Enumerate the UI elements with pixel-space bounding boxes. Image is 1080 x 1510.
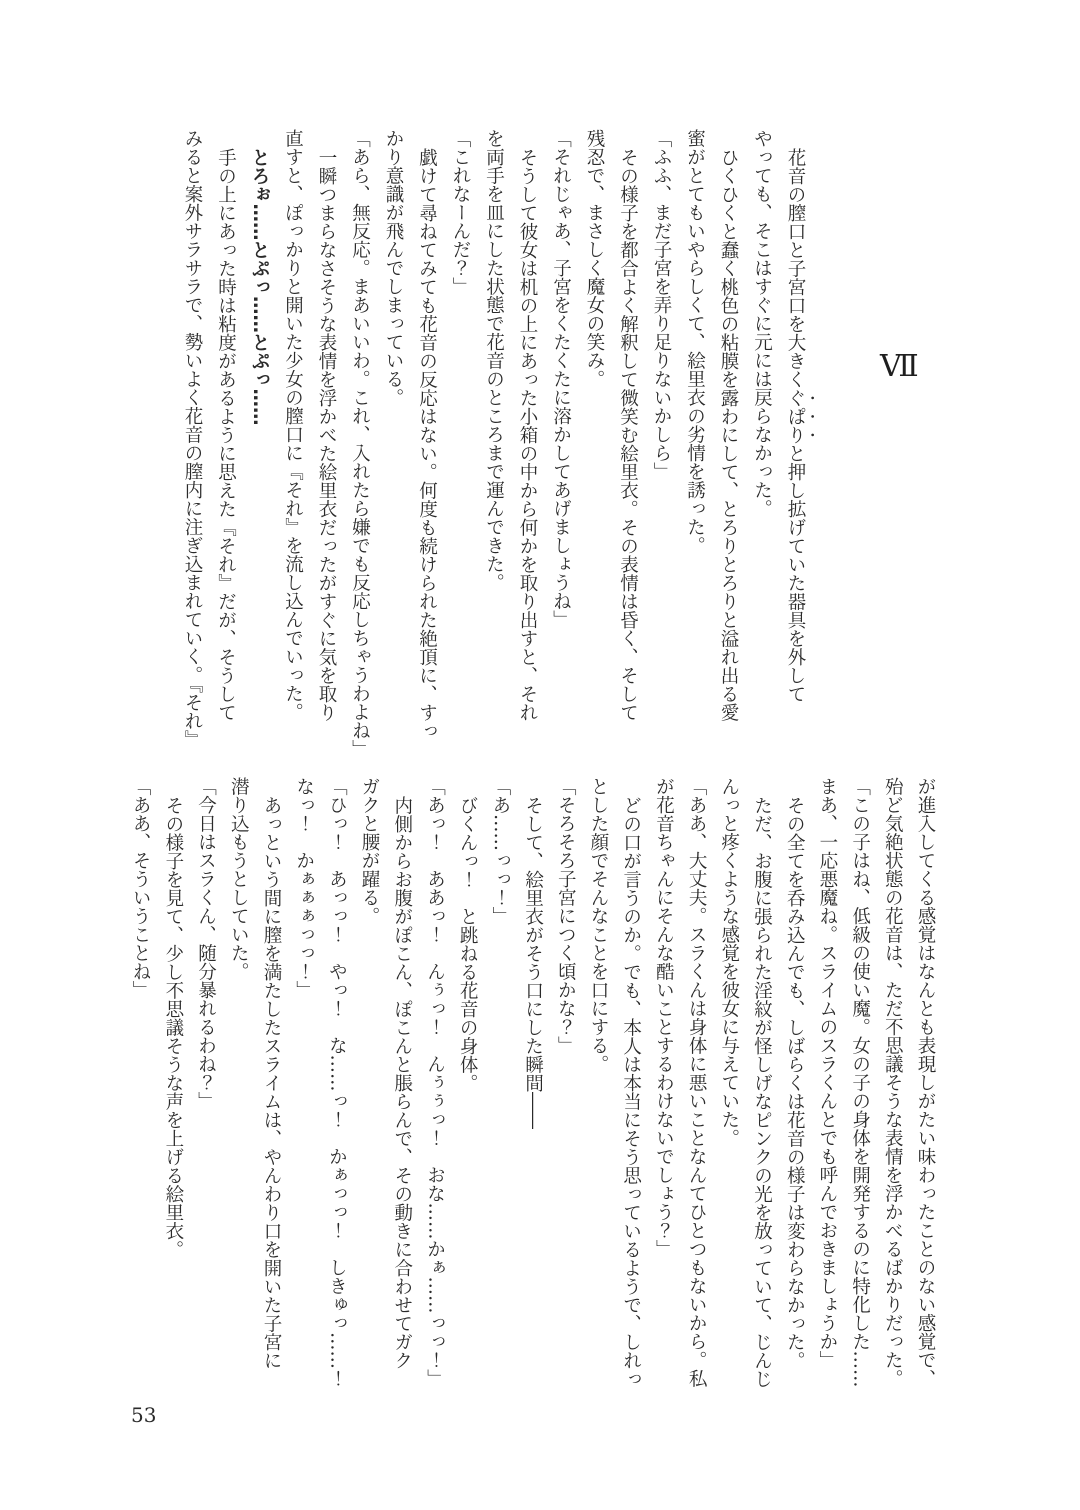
- text-column: 「この子はね、低級の使い魔。女の子の身体を開発するのに特化した……: [849, 777, 871, 1388]
- text-column: 「そろそろ子宮につく頃かな？」: [555, 777, 577, 1055]
- text-column: 戯けて尋ねてみても花音の反応はない。何度も続けられた絶頂に、すっ: [416, 147, 438, 740]
- text-column: あっという間に膣を満たしたスライムは、やんわり口を開いた子宮に: [260, 795, 282, 1369]
- text-column: 内側からお腹がぽこん、ぽこんと脹らんで、その動きに合わせてガク: [391, 795, 413, 1369]
- emphasis-dotted-text: ぐぱり: [785, 388, 806, 444]
- text-column: みると案外サラサラで、勢いよく花音の膣内に注ぎ込まれていく。『それ』: [182, 129, 203, 749]
- text-column: が進入してくる感覚はなんとも表現しがたい味わったことのない感覚で、: [915, 777, 936, 1388]
- text-column: 「ひっ！ あっっ！ やっ！ な……っ！ かぁっっ！ しきゅっ……！: [326, 777, 348, 1388]
- text-column: 一瞬つまらなさそうな表情を浮かべた絵里衣だったがすぐに気を取り: [316, 147, 337, 721]
- text-column: 潜り込もうとしていた。: [228, 777, 250, 981]
- text-column: とろぉ……とぷっ……とぷっ……: [249, 147, 270, 425]
- text-column: 「これなーんだ？」: [450, 129, 471, 296]
- text-column: その様子を見て、少し不思議そうな声を上げる絵里衣。: [162, 795, 184, 1258]
- text-column: 「ああ、そういうことね」: [130, 777, 152, 999]
- text-column: 「ああ、大丈夫。スラくんは身体に悪いことなんてひとつもないから。私: [686, 777, 708, 1388]
- text-column: ひくひくと蠢く桃色の粘膜を露わにして、とろりとろりと溢れ出る愛: [718, 147, 739, 721]
- text-column: 蜜がとてもいやらしくて、絵里衣の劣情を誘った。: [684, 129, 706, 555]
- text-column: まあ、一応悪魔ね。スライムのスラくんとでも呼んでおきましょうか」: [816, 777, 838, 1369]
- text-column: その様子を都合よく解釈して微笑む絵里衣。その表情は昏く、そして: [617, 147, 639, 721]
- text-column: 「今日はスラくん、随分暴れるわね？」: [195, 777, 217, 1110]
- text-column: なっ！ かぁぁぁっっ！」: [293, 777, 315, 999]
- text-column: 直すと、ぽっかりと開いた少女の膣口に『それ』を流し込んでいった。: [282, 129, 304, 721]
- text-column: 残忍で、まさしく魔女の笑み。: [584, 129, 605, 388]
- text-column: 「それじゃあ、子宮をくたくたに溶かしてあげましょうね」: [550, 129, 572, 629]
- chapter-number: Ⅶ: [880, 349, 919, 384]
- text-column: が花音ちゃんにそんな酷いことするわけないでしょう？」: [653, 777, 675, 1258]
- text-column: やっても、そこはすぐに元には戻らなかった。: [751, 129, 773, 518]
- text-band-bottom: [121, 777, 941, 1417]
- text-column: どの口が言うのか。でも、本人は本当にそう思っているようで、しれっ: [620, 795, 642, 1388]
- text-column: を両手を皿にした状態で花音のところまで運んできた。: [483, 129, 505, 592]
- text-column: その全てを呑み込んでも、しばらくは花音の様子は変わらなかった。: [784, 795, 806, 1369]
- text-band-top: [120, 129, 816, 779]
- text-column: 花音の膣口と子宮口を大きくぐぱりと押し拡げていた器具を外して: [785, 147, 806, 703]
- text-column: んっと疼くような感覚を彼女に与えていた。: [718, 777, 740, 1147]
- text-column: とした顔でそんなことを口にする。: [587, 777, 609, 1073]
- text-column: 「ふふ、まだ子宮を弄り足りないかしら」: [651, 129, 672, 481]
- text-column: 「あら、無反応。まあいいわ。これ、入れたら嫌でも反応しちゃうわよね」: [349, 129, 371, 758]
- text-column: 「あっ！ ああっ！ んぅっ！ んぅぅっ！ おな……かぁ……っっ！」: [424, 777, 446, 1388]
- text-column: 手の上にあった時は粘度があるように思えた『それ』だが、そうして: [215, 147, 237, 721]
- text-column: ガクと腰が躍る。: [359, 777, 381, 925]
- page-number: 53: [131, 1403, 157, 1427]
- text-column: そうして彼女は机の上にあった小箱の中から何かを取り出すと、それ: [517, 147, 538, 721]
- text-column: 殆ど気絶状態の花音は、ただ不思議そうな表情を浮かべるばかりだった。: [882, 777, 904, 1388]
- text-column: かり意識が飛んでしまっている。: [383, 129, 404, 407]
- text-column: ただ、お腹に張られた淫紋が怪しげなピンクの光を放っていて、じんじ: [751, 795, 773, 1388]
- text-column: びくんっ！ と跳ねる花音の身体。: [457, 795, 479, 1092]
- text-column: 「あ……っっ！」: [489, 777, 511, 925]
- text-column: そして、絵里衣がそう口にした瞬間――: [522, 795, 544, 1129]
